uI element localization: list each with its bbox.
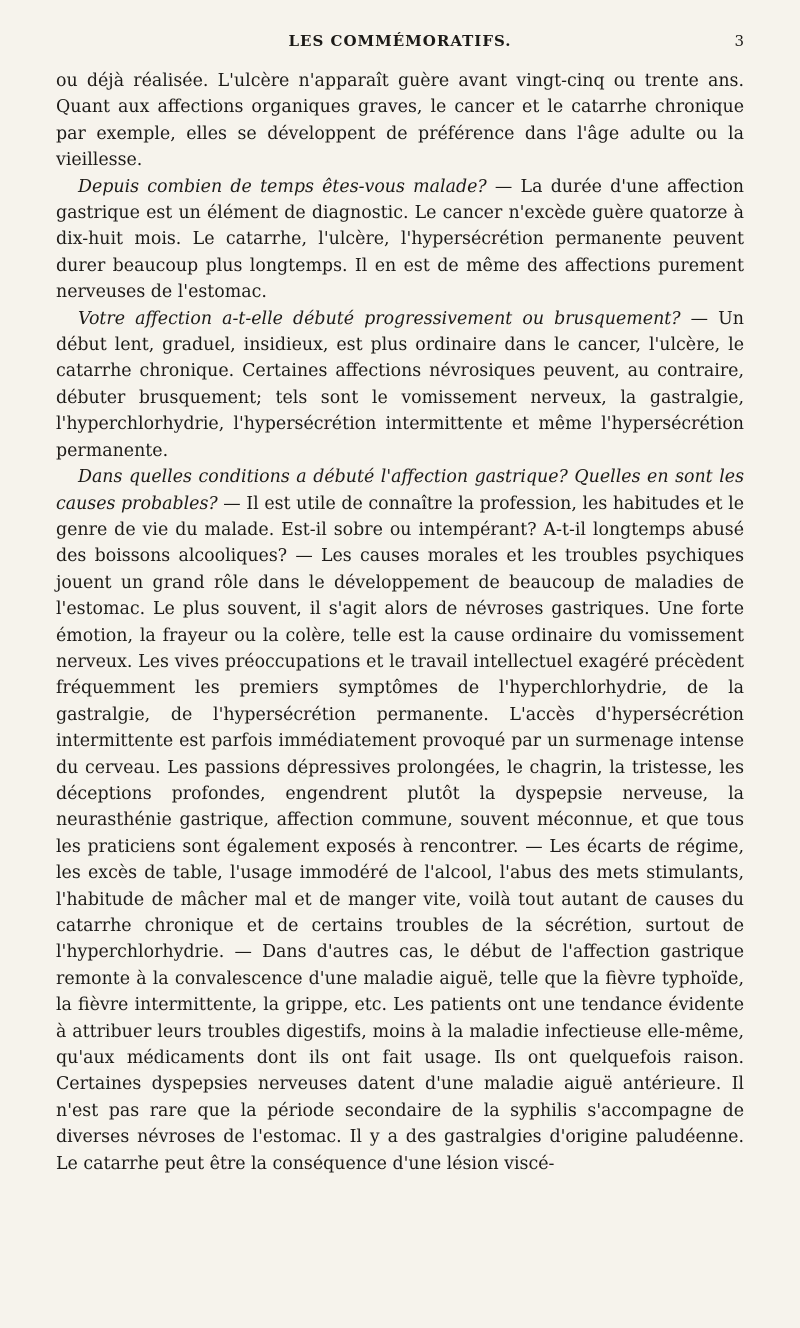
- page-number: 3: [734, 32, 744, 50]
- paragraph-4-text: — Il est utile de connaître la profession, les habitudes et le genre de vie du malade. Est-il sobre ou intempérant? A-t-il longtemps abusé des boissons alcooliques? — Les causes morales et les troubles psychiques jouent un grand rôle dans le développement de beaucoup de maladies de l'estomac. Le plus souvent, il s'agit alors de névroses gastriques. Une forte émotion, la frayeur ou la colère, telle est la cause ordinaire du vomissement nerveux. Les vives préoccupations et le travail intellectuel exagéré précèdent fréquemment les premiers symptômes de l'hyperchlorhydrie, de la gastralgie, de l'hypersécrétion permanente. L'accès d'hypersécrétion intermittente est parfois immédiatement provoqué par un surmenage intense du cerveau. Les passions dépressives prolongées, le chagrin, la tristesse, les déceptions profondes, engendrent plutôt la dyspepsie nerveuse, la neurasthénie gastrique, affection commune, souvent méconnue, et que tous les praticiens sont également exposés à rencontrer. — Les écarts de régime, les excès de table, l'usage immodéré de l'alcool, l'abus des mets stimulants, l'habitude de mâcher mal et de manger vite, voilà tout autant de causes du catarrhe chronique et de certains troubles de la sécrétion, surtout de l'hyperchlorhydrie. — Dans d'autres cas, le début de l'affection gastrique remonte à la convalescence d'une maladie aiguë, telle que la fièvre typhoïde, la fièvre intermittente, la grippe, etc. Les patients ont une tendance évidente à attribuer leurs troubles digestifs, moins à la maladie infectieuse elle-même, qu'aux médicaments dont ils ont fait usage. Ils ont quelquefois raison. Certaines dyspepsies nerveuses datent d'une maladie aiguë antérieure. Il n'est pas rare que la période secondaire de la syphilis s'accompagne de diverses névroses de l'estomac. Il y a des gastralgies d'origine paludéenne. Le catarrhe peut être la conséquence d'une lésion viscé-: [56, 493, 744, 1174]
- body-text: [56, 68, 744, 1177]
- page-header: [56, 28, 744, 68]
- paragraph-3-question: Votre affection a-t-elle débuté progressivement ou brusquement?: [78, 308, 681, 329]
- paragraph-2-text: — La durée d'une affection gastrique est un élément de diagnostic. Le cancer n'excède guère quatorze à dix-huit mois. Le catarrhe, l'ulcère, l'hypersécrétion permanente peuvent durer beaucoup plus longtemps. Il en est de même des affections purement nerveuses de l'estomac.: [56, 176, 744, 303]
- paragraph-1: [56, 68, 744, 174]
- running-head: LES COMMÉMORATIFS.: [288, 32, 512, 50]
- paragraph-4: [56, 464, 744, 1177]
- paragraph-4-question: Dans quelles conditions a débuté l'affection gastrique? Quelles en sont les causes probables?: [56, 467, 744, 514]
- paragraph-3-text: — Un début lent, graduel, insidieux, est plus ordinaire dans le cancer, l'ulcère, le catarrhe chronique. Certaines affections névrosiques peuvent, au contraire, débuter brusquement; tels sont le vomissement nerveux, la gastralgie, l'hyperchlorhydrie, l'hypersécrétion intermittente et même l'hypersécrétion permanente.: [56, 308, 744, 461]
- paragraph-3: [56, 306, 744, 464]
- paragraph-2: [56, 174, 744, 306]
- paragraph-1-text: ou déjà réalisée. L'ulcère n'apparaît guère avant vingt-cinq ou trente ans. Quant aux affections organiques graves, le cancer et le catarrhe chronique par exemple, elles se développent de préférence dans l'âge adulte ou la vieillesse.: [56, 71, 744, 171]
- paragraph-2-question: Depuis combien de temps êtes-vous malade?: [78, 176, 487, 197]
